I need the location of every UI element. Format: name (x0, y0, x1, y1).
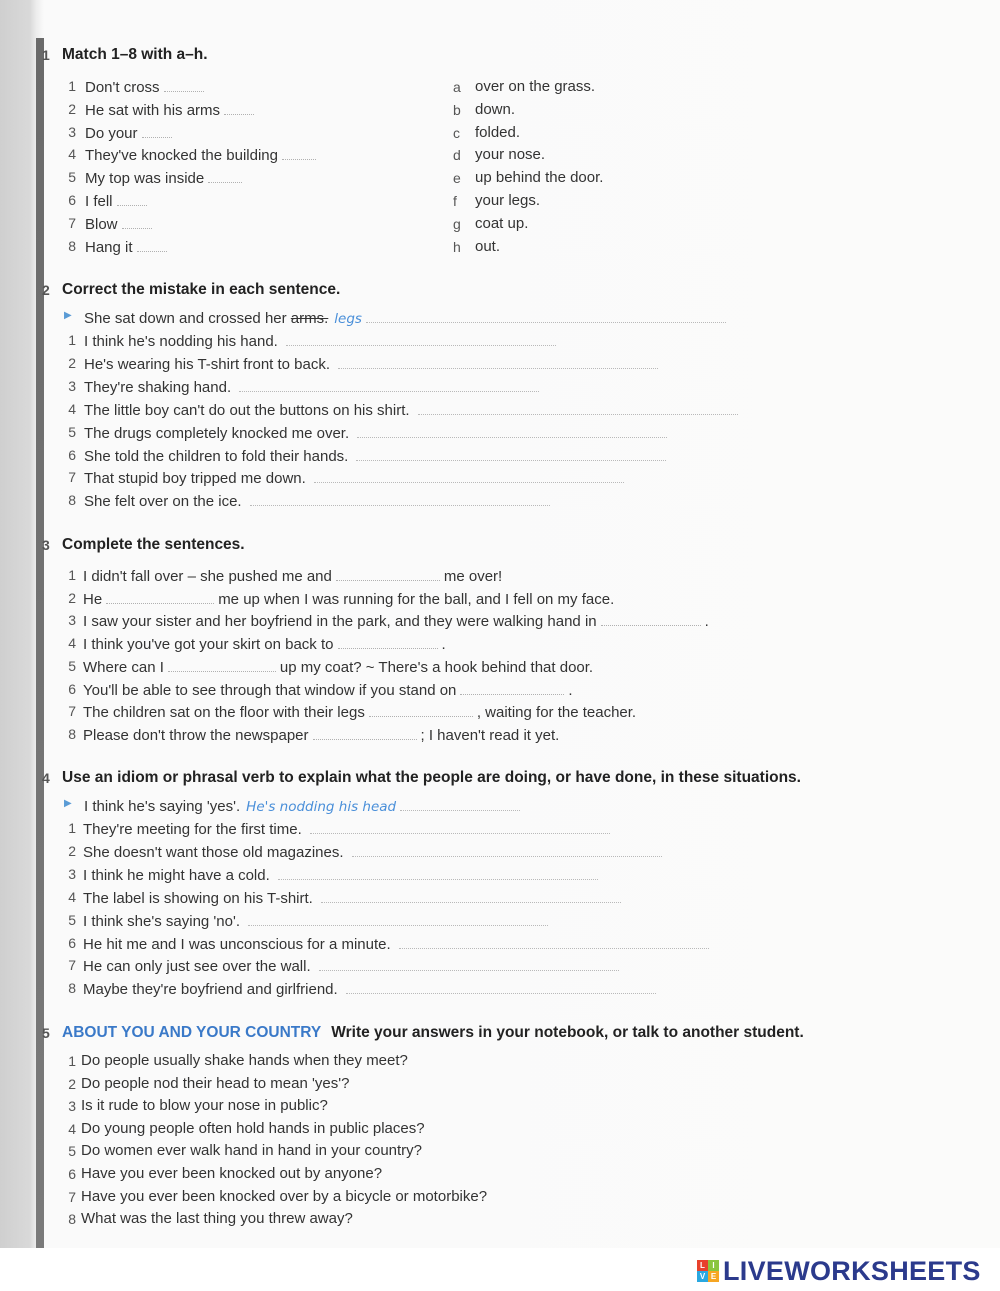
match-right-item: your legs. (475, 192, 541, 209)
answer-line[interactable] (314, 468, 624, 483)
situation-text: He can only just see over the wall. (83, 958, 311, 976)
item-number: 4 (68, 1120, 76, 1137)
answer-line[interactable] (278, 865, 598, 880)
liveworksheets-logo (697, 1256, 981, 1286)
question-item: Do people nod their head to mean 'yes'? (81, 1074, 350, 1092)
match-left-item (85, 237, 171, 257)
answer-blank[interactable] (106, 589, 214, 604)
example-struck-word: arms. (290, 310, 329, 327)
answer-line (366, 308, 726, 323)
sentence-end: up my coat? ~ There's a hook behind that door. (279, 658, 594, 676)
logo-text: LIVEWORKSHEETS (723, 1255, 981, 1286)
answer-blank[interactable] (164, 77, 204, 92)
answer-blank[interactable] (336, 566, 440, 581)
item-number: 4 (68, 400, 76, 417)
sentence-item (84, 377, 539, 397)
match-right-item: down. (475, 100, 516, 118)
sentence-start: He (83, 590, 103, 608)
sentence-item (84, 400, 738, 420)
situation-item (83, 842, 662, 862)
answer-blank[interactable] (168, 657, 276, 672)
logo-mark-tile: V (697, 1271, 708, 1282)
situation-text: The label is showing on his T-shirt. (83, 889, 313, 907)
situation-text: He hit me and I was unconscious for a minute. (83, 935, 391, 953)
match-left-text: My top was inside (85, 170, 205, 188)
situation-item (83, 819, 610, 839)
sentence-item (84, 354, 658, 374)
sentence-item (84, 331, 556, 351)
situation-item (83, 888, 621, 908)
item-number: 4 (68, 888, 76, 905)
sentence-end: . (704, 613, 709, 631)
example-sentence: She sat down and crossed her (84, 310, 287, 327)
answer-line[interactable] (338, 354, 658, 369)
match-left-item (85, 100, 258, 120)
item-number: 7 (68, 1188, 76, 1205)
situation-text: Maybe they're boyfriend and girlfriend. (83, 981, 338, 999)
match-left-item (85, 191, 151, 211)
answer-blank[interactable] (208, 168, 242, 183)
exercise-2-example (84, 308, 726, 328)
gap-fill-item (83, 725, 559, 745)
situation-text: I think she's saying 'no'. (83, 912, 241, 930)
sentence-start: I didn't fall over – she pushed me and (83, 568, 332, 585)
item-number: 2 (68, 842, 76, 859)
sentence-start: The children sat on the floor with their legs (83, 704, 365, 722)
sentence-end: me up when I was running for the ball, and I fell on my face. (218, 590, 615, 608)
exercise-1-title: Match 1–8 with a–h. (62, 46, 208, 63)
question-item: Do women ever walk hand in hand in your country? (81, 1142, 423, 1160)
gap-fill-item (83, 680, 573, 700)
item-number: 8 (68, 492, 76, 509)
item-number: 8 (68, 1211, 76, 1228)
item-number: 2 (68, 354, 76, 371)
exercise-5-number: 5 (42, 1025, 50, 1041)
answer-line[interactable] (248, 911, 548, 926)
exercise-5-instruction: Write your answers in your notebook, or talk to another student. (331, 1024, 804, 1041)
answer-blank[interactable] (313, 725, 417, 740)
match-left-item (85, 123, 176, 143)
exercise-4-title: Use an idiom or phrasal verb to explain what the people are doing, or have done, in these situations. (62, 769, 801, 786)
answer-blank[interactable] (282, 145, 316, 160)
gap-fill-item (83, 702, 636, 722)
answer-blank[interactable] (142, 123, 172, 138)
sentence-end: . (568, 681, 573, 699)
answer-line[interactable] (418, 400, 738, 415)
example-sentence: I think he's saying 'yes'. (84, 798, 241, 815)
match-right-letter: b (453, 101, 461, 118)
match-left-item (85, 168, 246, 188)
match-right-item: your nose. (475, 146, 546, 164)
match-left-item (85, 214, 156, 234)
item-number: 8 (68, 725, 76, 742)
gap-fill-item (83, 657, 593, 677)
item-number: 5 (68, 657, 76, 674)
answer-line[interactable] (357, 423, 667, 438)
sentence-end: me over! (443, 568, 503, 585)
match-right-letter: d (453, 147, 461, 164)
logo-mark-icon (697, 1260, 719, 1282)
item-number: 1 (68, 820, 76, 836)
item-number: 3 (68, 1098, 76, 1115)
example-answer: legs (334, 311, 362, 327)
item-number: 1 (68, 332, 76, 348)
situation-item (83, 911, 548, 931)
logo-mark-tile: E (708, 1271, 719, 1282)
sentence-text: The drugs completely knocked me over. (84, 424, 350, 442)
sentence-start: Please don't throw the newspaper (83, 726, 309, 744)
sentence-text: I think he's nodding his hand. (84, 333, 278, 350)
exercise-3-title: Complete the sentences. (62, 536, 245, 553)
item-number: 7 (68, 957, 76, 974)
item-number: 7 (68, 469, 76, 486)
book-spine-shadow (36, 38, 44, 1248)
sentence-item (84, 468, 624, 488)
sentence-text: He's wearing his T-shirt front to back. (84, 355, 331, 373)
sentence-item (84, 423, 667, 443)
match-right-letter: g (453, 215, 461, 232)
match-left-text: I fell (85, 193, 113, 210)
answer-line[interactable] (286, 331, 556, 346)
match-left-text: Don't cross (85, 79, 160, 96)
answer-blank[interactable] (122, 214, 152, 229)
example-answer: He's nodding his head (246, 799, 397, 815)
answer-blank[interactable] (601, 611, 701, 626)
item-number: 3 (68, 865, 76, 882)
item-number: 4 (68, 635, 76, 652)
match-right-item: out. (475, 237, 501, 255)
match-right-letter: f (453, 193, 457, 209)
question-item: Do people usually shake hands when they meet? (81, 1052, 408, 1069)
match-right-item: over on the grass. (475, 78, 596, 95)
match-right-letter: c (453, 124, 460, 141)
answer-blank[interactable] (369, 702, 473, 717)
item-number: 1 (68, 1053, 76, 1069)
item-number: 5 (68, 423, 76, 440)
sentence-start: You'll be able to see through that window if you stand on (83, 681, 457, 699)
answer-blank[interactable] (338, 634, 438, 649)
item-number: 3 (68, 377, 76, 394)
gap-fill-item (83, 634, 446, 654)
exercise-3-number: 3 (42, 537, 50, 553)
sentence-start: I think you've got your skirt on back to (83, 636, 334, 654)
exercise-4-example (84, 796, 520, 816)
answer-line[interactable] (352, 842, 662, 857)
item-number: 8 (68, 237, 76, 254)
item-number: 4 (68, 146, 76, 163)
item-number: 2 (68, 1075, 76, 1092)
sentence-end: . (441, 636, 446, 654)
sentence-text: The little boy can't do out the buttons on his shirt. (84, 401, 410, 419)
item-number: 5 (68, 1143, 76, 1160)
exercise-5-title (62, 1024, 804, 1042)
item-number: 2 (68, 100, 76, 117)
item-number: 5 (68, 169, 76, 186)
situation-item (83, 934, 709, 954)
example-arrow-icon: ▶ (64, 798, 72, 809)
answer-blank[interactable] (117, 191, 147, 206)
situation-item (83, 956, 619, 976)
situation-item (83, 979, 656, 999)
sentence-text: That stupid boy tripped me down. (84, 470, 306, 488)
match-left-text: Blow (85, 215, 118, 233)
item-number: 1 (68, 567, 76, 583)
sentence-item (84, 491, 550, 511)
item-number: 7 (68, 214, 76, 231)
item-number: 3 (68, 612, 76, 629)
item-number: 2 (68, 589, 76, 606)
match-left-item (85, 77, 208, 97)
situation-text: She doesn't want those old magazines. (83, 843, 344, 861)
match-left-text: Do your (85, 124, 138, 142)
match-right-item: up behind the door. (475, 169, 604, 187)
question-item: Have you ever been knocked over by a bicycle or motorbike? (81, 1187, 488, 1205)
answer-blank[interactable] (137, 237, 167, 252)
logo-mark-tile: L (697, 1260, 708, 1271)
sentence-text: She felt over on the ice. (84, 493, 242, 511)
answer-line[interactable] (250, 491, 550, 506)
sentence-text: They're shaking hand. (84, 378, 232, 396)
gap-fill-item (83, 566, 502, 586)
answer-line[interactable] (346, 979, 656, 994)
answer-line[interactable] (319, 956, 619, 971)
answer-line[interactable] (239, 377, 539, 392)
match-left-text: Hang it (85, 238, 133, 256)
item-number: 6 (68, 192, 76, 208)
answer-blank[interactable] (224, 100, 254, 115)
sentence-start: I saw your sister and her boyfriend in the park, and they were walking hand in (83, 613, 597, 631)
sentence-end: ; I haven't read it yet. (420, 726, 560, 744)
question-item: Is it rude to blow your nose in public? (81, 1097, 328, 1115)
match-left-text: They've knocked the building (85, 147, 278, 165)
question-item: Do young people often hold hands in public places? (81, 1119, 425, 1137)
answer-line[interactable] (310, 819, 610, 834)
answer-blank[interactable] (460, 680, 564, 695)
sentence-end: , waiting for the teacher. (476, 704, 637, 722)
sentence-text: She told the children to fold their hands. (84, 447, 349, 465)
question-item: What was the last thing you threw away? (81, 1210, 353, 1228)
match-left-text: He sat with his arms (85, 101, 221, 119)
match-right-item: folded. (475, 123, 521, 141)
answer-line[interactable] (356, 446, 666, 461)
match-right-letter: a (453, 79, 461, 95)
situation-text: They're meeting for the first time. (83, 821, 302, 838)
exercise-4-number: 4 (42, 770, 50, 786)
item-number: 1 (68, 78, 76, 94)
answer-line[interactable] (321, 888, 621, 903)
match-right-letter: e (453, 170, 461, 187)
sentence-item (84, 446, 666, 466)
answer-line[interactable] (399, 934, 709, 949)
sentence-start: Where can I (83, 658, 164, 676)
item-number: 6 (68, 446, 76, 463)
exercise-2-number: 2 (42, 282, 50, 298)
exercise-1-number: 1 (42, 47, 50, 63)
situation-text: I think he might have a cold. (83, 866, 270, 884)
item-number: 5 (68, 911, 76, 928)
gap-fill-item (83, 589, 614, 609)
gap-fill-item (83, 611, 709, 631)
item-number: 7 (68, 703, 76, 720)
item-number: 8 (68, 980, 76, 997)
question-item: Have you ever been knocked out by anyone? (81, 1165, 383, 1182)
logo-mark-tile: I (708, 1260, 719, 1271)
match-right-item: coat up. (475, 214, 529, 232)
item-number: 6 (68, 1166, 76, 1182)
match-right-letter: h (453, 238, 461, 255)
item-number: 6 (68, 934, 76, 951)
exercise-2-title: Correct the mistake in each sentence. (62, 281, 341, 298)
exercise-5-heading: ABOUT YOU AND YOUR COUNTRY (62, 1024, 321, 1041)
answer-line (400, 796, 520, 811)
item-number: 6 (68, 680, 76, 697)
situation-item (83, 865, 598, 885)
match-left-item (85, 145, 320, 165)
item-number: 3 (68, 123, 76, 140)
example-arrow-icon: ▶ (64, 310, 72, 321)
